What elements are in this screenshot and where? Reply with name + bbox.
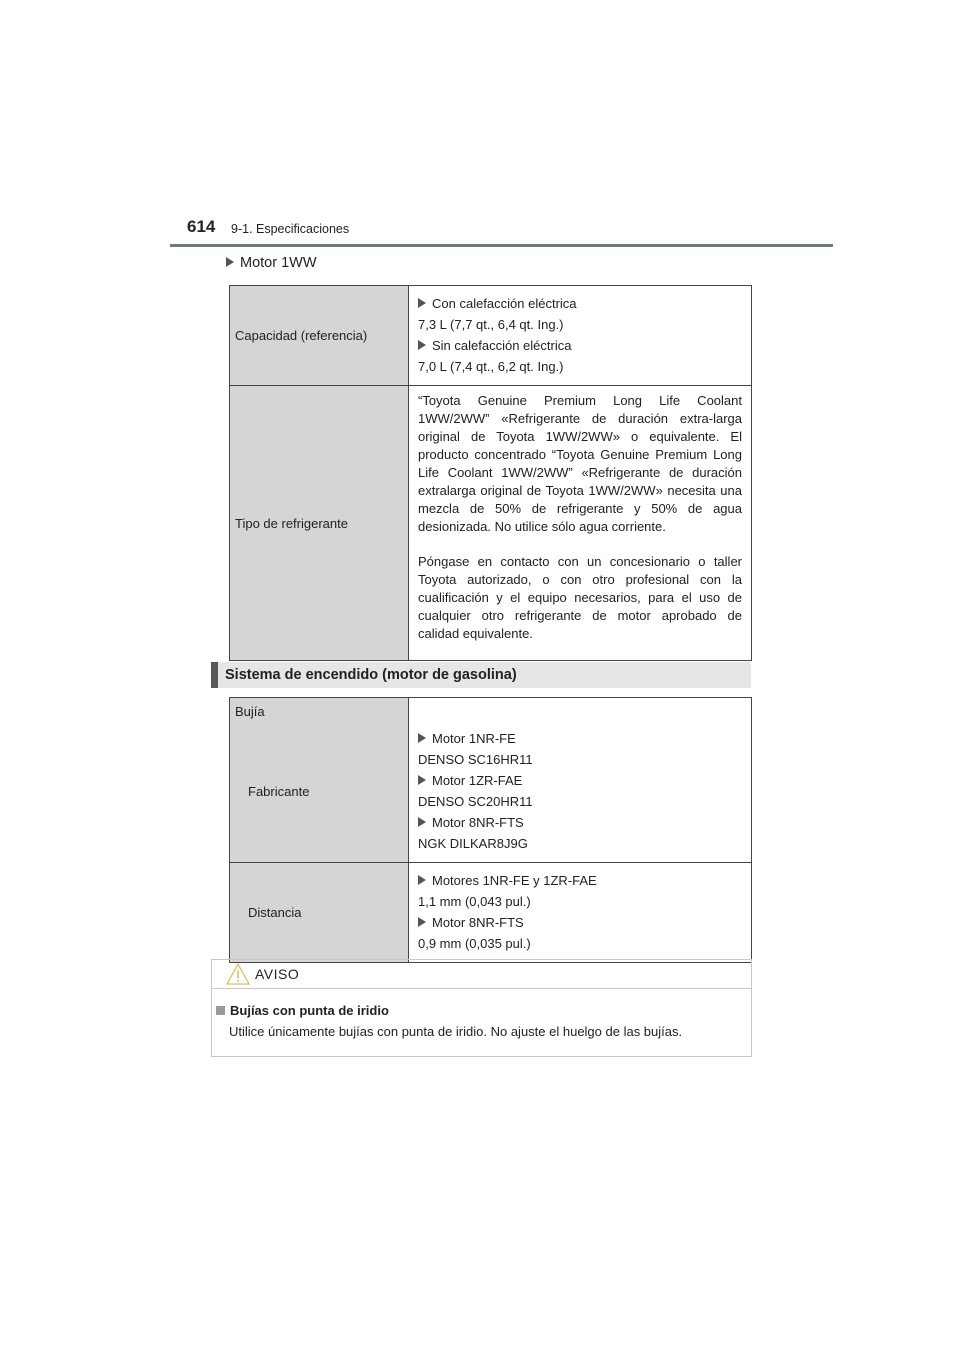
spark-plug-model: NGK DILKAR8J9G [418,836,528,851]
capacity-label: Capacidad (referencia) [235,328,368,343]
caution-title: AVISO [255,966,300,982]
value-cell [409,698,752,863]
section-reference: 9-1. Especificaciones [231,222,350,236]
label-cell [230,386,409,661]
table-row [230,698,752,863]
table-row [230,386,752,661]
capacity-value: 7,3 L (7,7 qt., 6,4 qt. Ing.) [418,317,564,332]
square-bullet-icon [216,1006,225,1015]
caution-item-title: Bujías con punta de iridio [216,1003,389,1018]
coolant-table [229,285,752,661]
caution-header [212,960,751,989]
engine-name: Motor 1NR-FE [432,731,516,746]
manufacturer-label: Fabricante [248,784,310,799]
engine-name: Motor 1ZR-FAE [432,773,523,788]
value-cell [409,863,752,963]
gap-value: 1,1 mm (0,043 pul.) [418,894,531,909]
engine-name: Motores 1NR-FE y 1ZR-FAE [432,873,597,888]
triangle-bullet-icon [418,733,426,743]
coolant-type-label: Tipo de refrigerante [235,515,348,531]
caution-item-body: Utilice únicamente bujías con punta de iridio. No ajuste el huelgo de las bujías. [229,1024,683,1039]
gap-label: Distancia [248,905,302,920]
page-number: 614 [187,217,216,236]
ignition-table [229,697,752,963]
label-cell [230,863,409,963]
capacity-condition: Con calefacción eléctrica [432,296,577,311]
spark-plug-label: Bujía [235,704,265,719]
spark-plug-model: DENSO SC20HR11 [418,794,533,809]
coolant-type-text: “Toyota Genuine Premium Long Life Coolant 1WW/2WW” «Refrigerante de duración extra-larga original de Toyota 1WW/2WW» o equivalente. El producto concentrado “Toyota Genuine Premium Long Life Coolant 1WW/2WW” «Refrigerante de duración extralarga original de Toyota 1WW/2WW» necesita una mezcla de 50% de refrigerante y 50% de agua desionizada. No utilice sólo agua corriente. [418,393,742,534]
triangle-bullet-icon [418,917,426,927]
caution-box [211,959,752,1057]
table-row [230,863,752,963]
triangle-bullet-icon [226,257,234,267]
gap-value: 0,9 mm (0,035 pul.) [418,936,531,951]
header-rule [170,244,833,247]
value-cell [409,286,752,386]
engine-name: Motor 8NR-FTS [432,915,524,930]
triangle-bullet-icon [418,298,426,308]
label-cell [230,286,409,386]
engine-subheading: Motor 1WW [226,255,317,271]
section-bar [211,662,218,688]
coolant-note-text: Póngase en contacto con un concesionario o taller Toyota autorizado, o con otro profesional con la cualificación y el equipo necesarios, para el uso de cualquier otro refrigerante de motor aprobado de calidad equivalente. [418,554,742,641]
triangle-bullet-icon [418,817,426,827]
engine-name: Motor 8NR-FTS [432,815,524,830]
table-row [230,286,752,386]
spark-plug-model: DENSO SC16HR11 [418,752,533,767]
triangle-bullet-icon [418,875,426,885]
label-cell [230,698,409,863]
capacity-value: 7,0 L (7,4 qt., 6,2 qt. Ing.) [418,359,564,374]
capacity-condition: Sin calefacción eléctrica [432,338,572,353]
triangle-bullet-icon [418,340,426,350]
warning-triangle-icon [226,963,250,990]
section-band [211,662,751,688]
section-heading: Sistema de encendido (motor de gasolina) [225,667,517,683]
value-cell [409,386,752,661]
triangle-bullet-icon [418,775,426,785]
